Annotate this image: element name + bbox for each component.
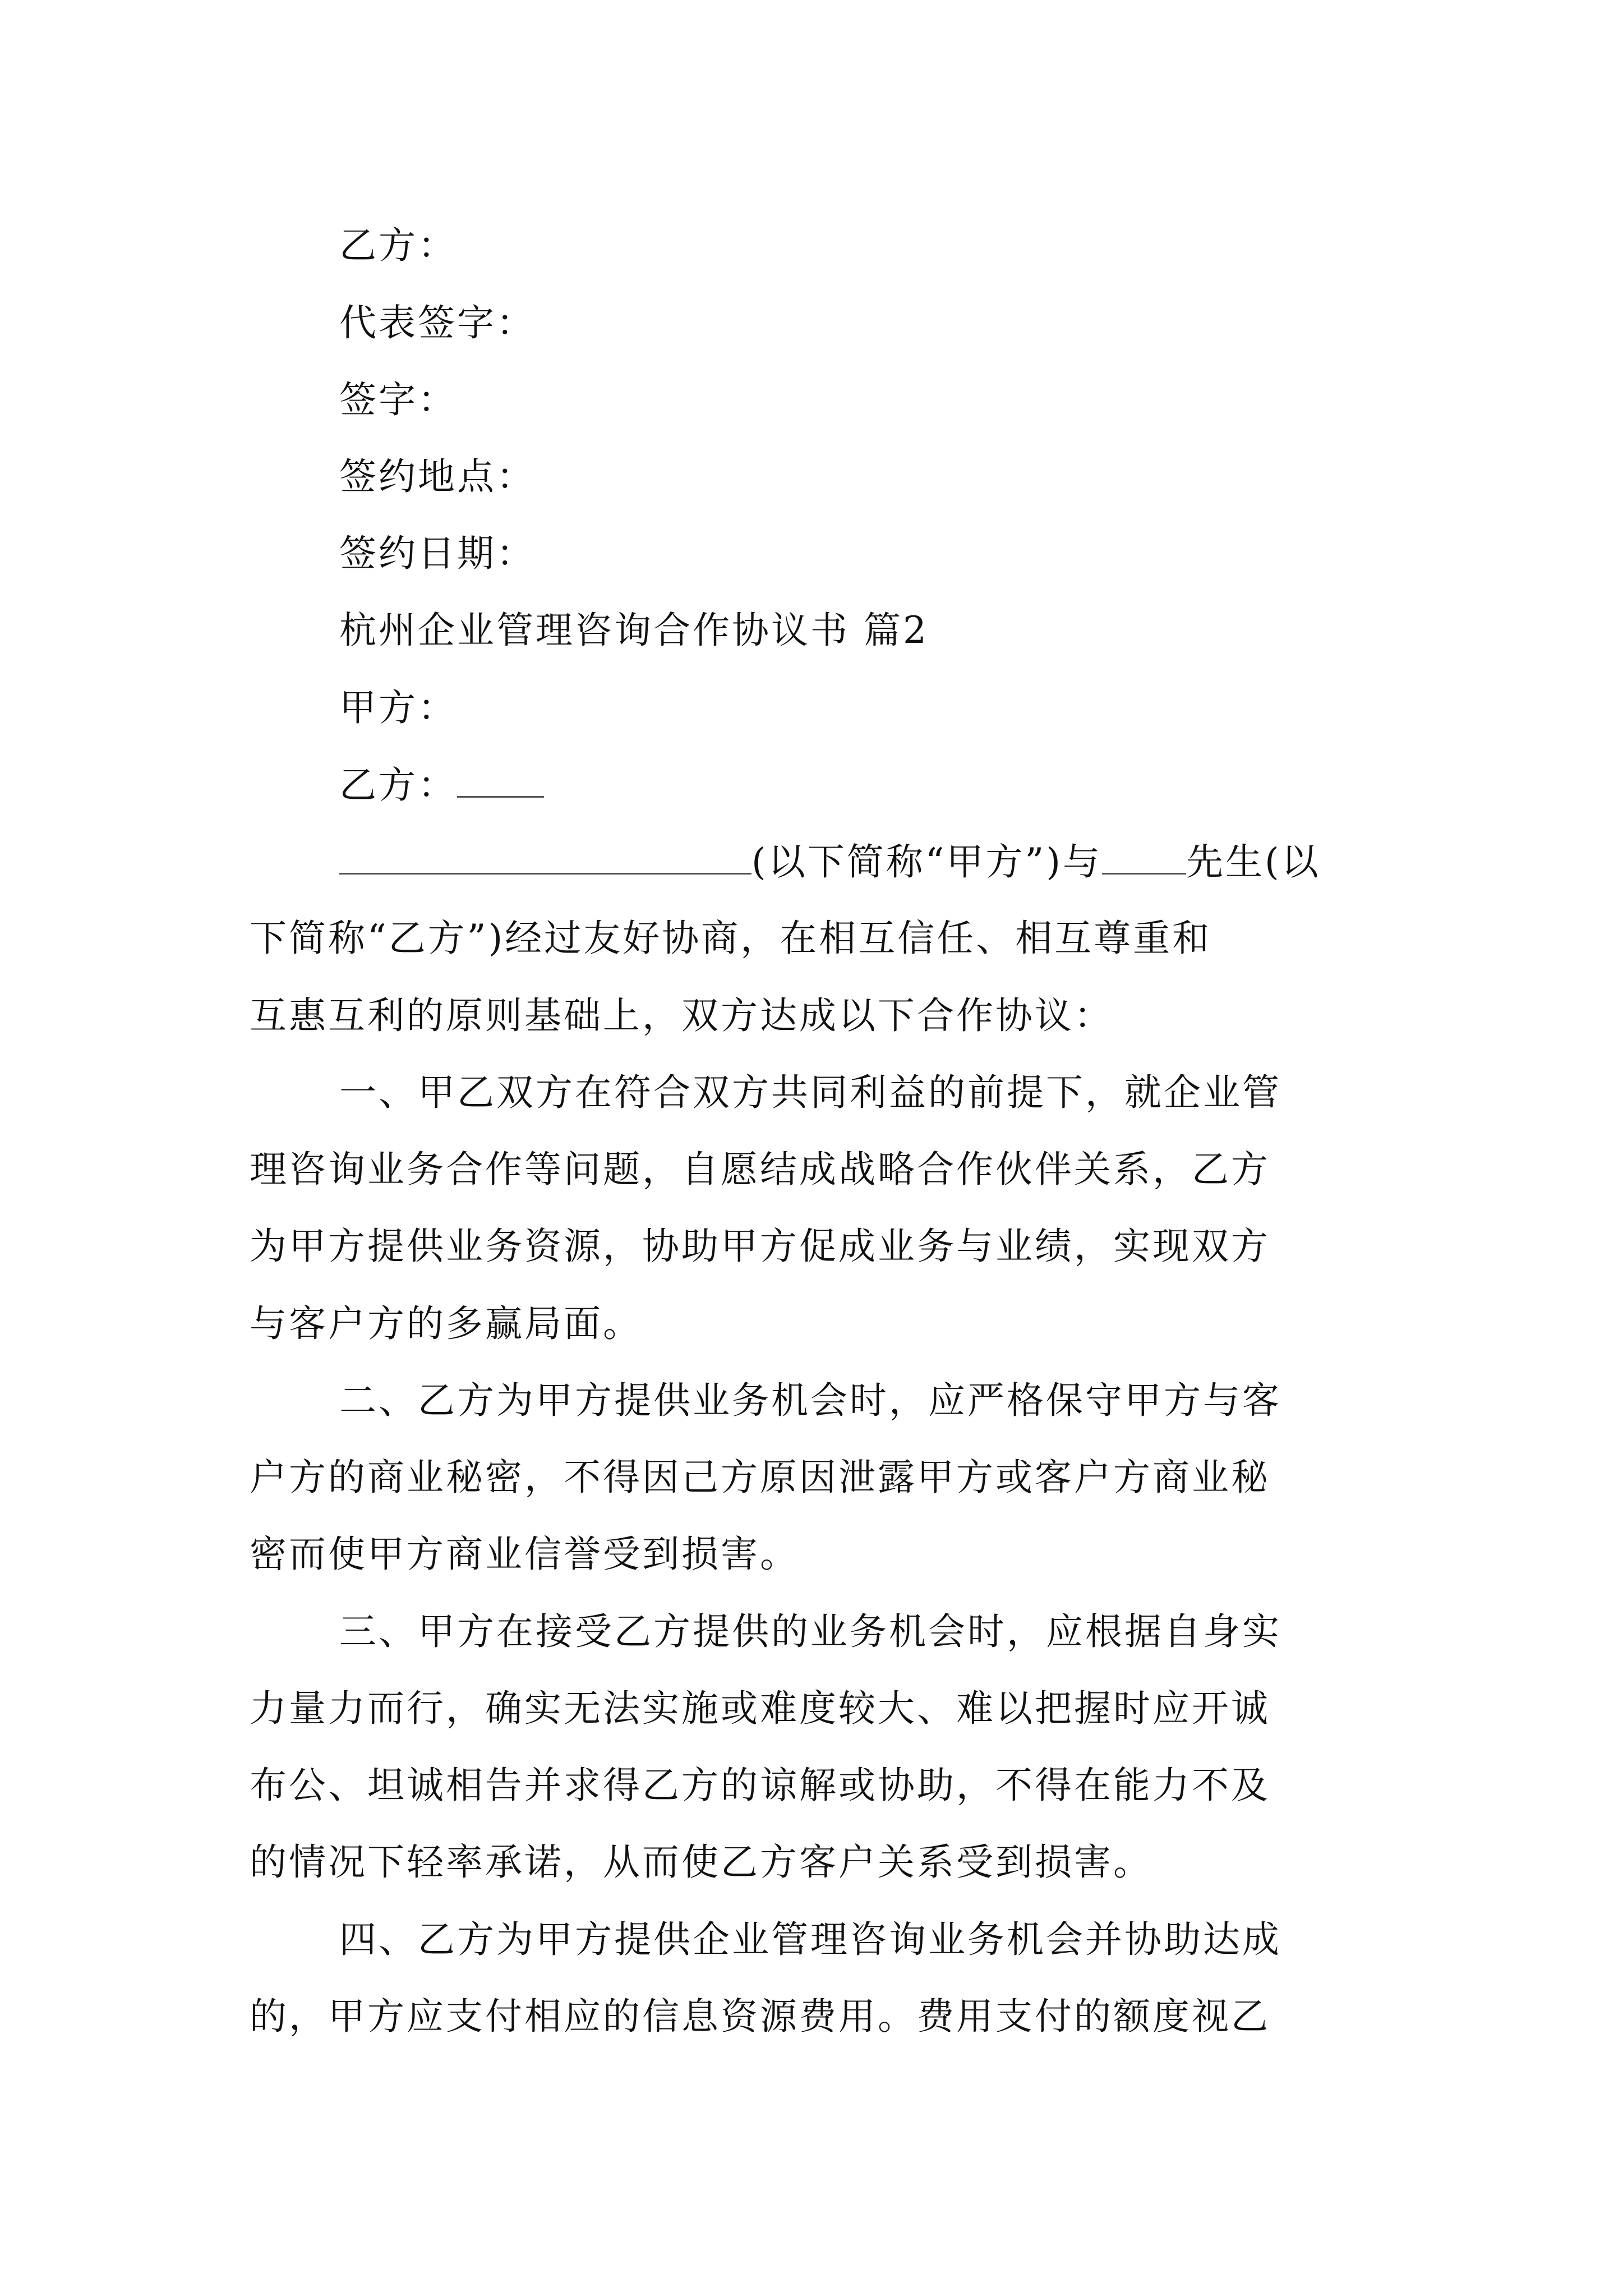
- clause-2-line: 密而使甲方商业信誉受到损害。: [250, 1533, 799, 1576]
- signature-field: 签字：: [339, 378, 457, 421]
- mr-name-blank: [1102, 839, 1186, 875]
- rep-signature-field: 代表签字：: [339, 301, 536, 344]
- sign-date-field: 签约日期：: [339, 532, 536, 575]
- clause-1-line: 与客户方的多赢局面。: [250, 1302, 642, 1345]
- clause-2-line: 户方的商业秘密，不得因己方原因泄露甲方或客户方商业秘: [250, 1456, 1270, 1499]
- clause-3-line: 三、甲方在接受乙方提供的业务机会时，应根据自身实: [339, 1610, 1281, 1653]
- party-a-name-blank: [339, 839, 751, 875]
- clause-4-line: 四、乙方为甲方提供企业管理咨询业务机会并协助达成: [339, 1918, 1281, 1961]
- clause-1-line: 一、甲乙双方在符合双方共同利益的前提下，就企业管: [339, 1071, 1281, 1114]
- clause-3-line: 的情况下轻率承诺，从而使乙方客户关系受到损害。: [250, 1841, 1152, 1884]
- clause-4-line: 的，甲方应支付相应的信息资源费用。费用支付的额度视乙: [250, 1995, 1270, 2038]
- party-b-label: 乙方：: [339, 763, 457, 807]
- intro-line-1: [339, 839, 1321, 885]
- clause-3-line: 布公、坦诚相告并求得乙方的谅解或协助，不得在能力不及: [250, 1764, 1270, 1807]
- intro-part-2: 先生(以: [1186, 840, 1321, 884]
- party-a-field: 甲方：: [339, 686, 457, 729]
- party-b-line: [339, 762, 544, 808]
- section-title: 杭州企业管理咨询合作协议书 篇2: [339, 609, 929, 652]
- party-b-blank: [457, 762, 544, 798]
- sign-place-field: 签约地点：: [339, 455, 536, 498]
- clause-2-line: 二、乙方为甲方提供业务机会时，应严格保守甲方与客: [339, 1379, 1281, 1422]
- clause-3-line: 力量力而行，确实无法实施或难度较大、难以把握时应开诚: [250, 1687, 1270, 1730]
- party-b-field: 乙方：: [339, 224, 457, 267]
- intro-part-1: (以下简称“甲方”)与: [751, 840, 1102, 884]
- clause-1-line: 为甲方提供业务资源，协助甲方促成业务与业绩，实现双方: [250, 1225, 1270, 1268]
- intro-line-3: 互惠互利的原则基础上，双方达成以下合作协议：: [250, 994, 1113, 1037]
- intro-line-2: 下简称“乙方”)经过友好协商，在相互信任、相互尊重和: [250, 917, 1212, 960]
- clause-1-line: 理咨询业务合作等问题，自愿结成战略合作伙伴关系，乙方: [250, 1148, 1270, 1191]
